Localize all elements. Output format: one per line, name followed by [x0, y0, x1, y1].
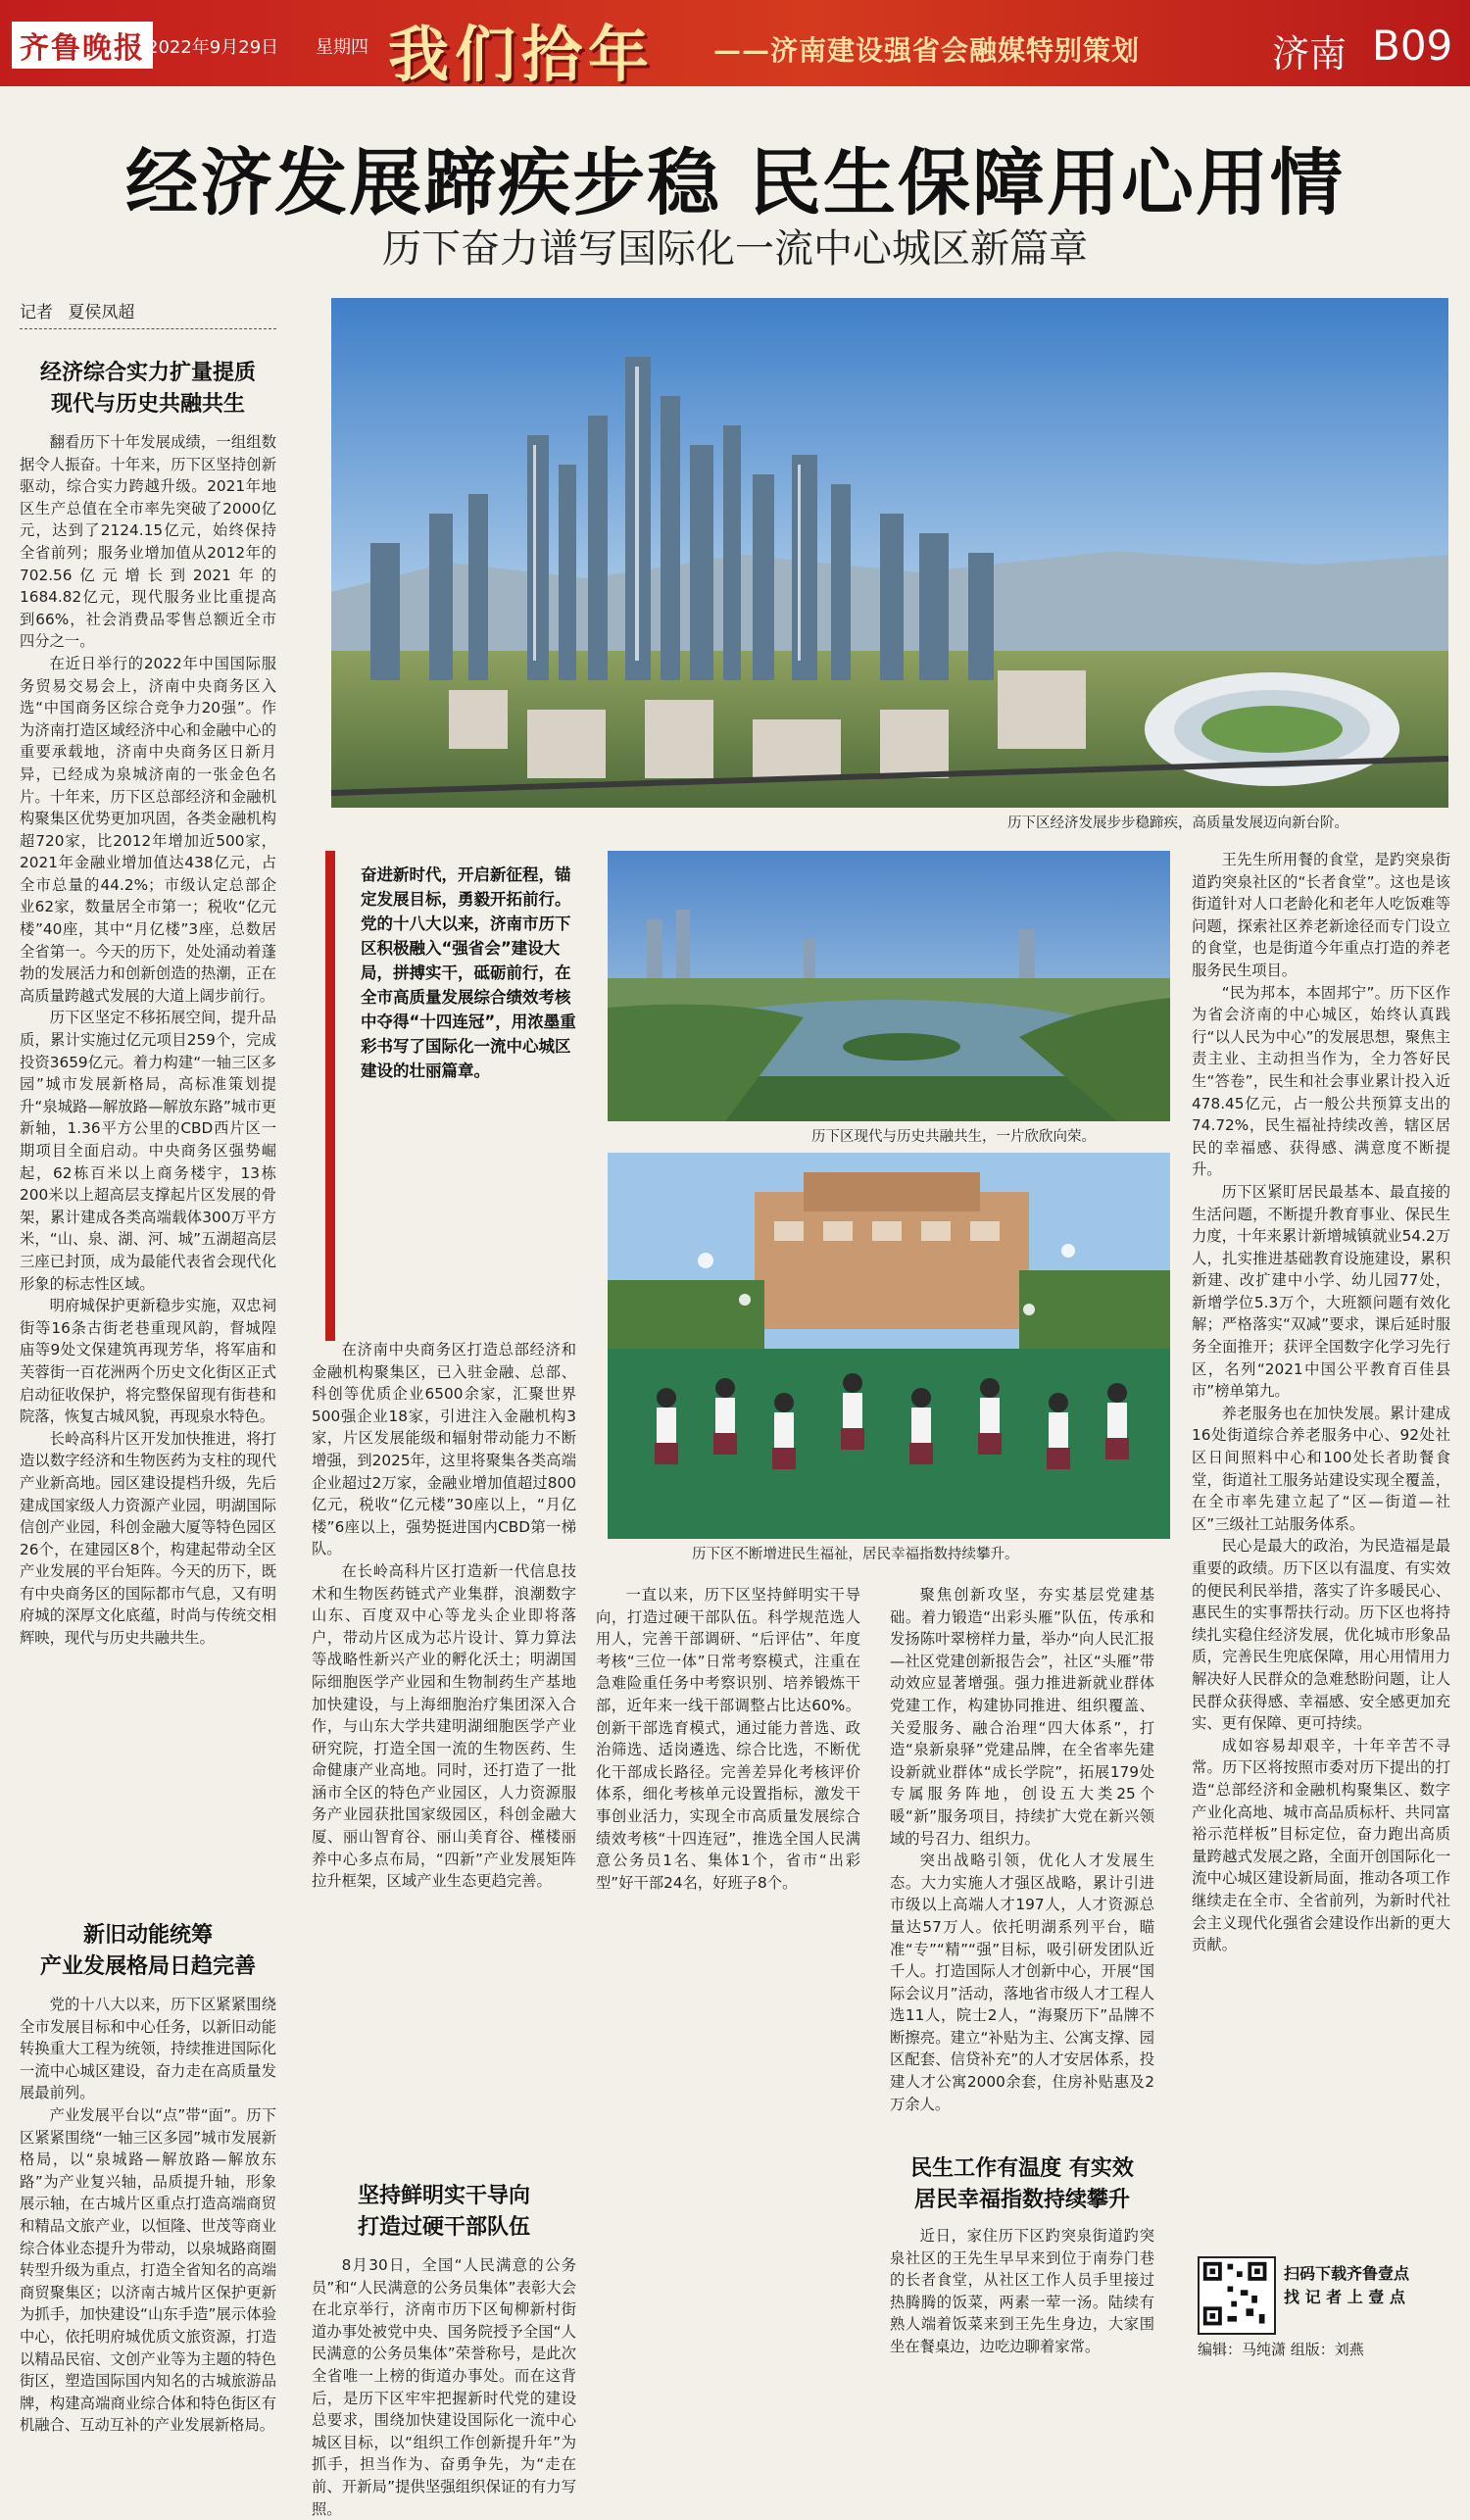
section4-paragraph: 民心是最大的政治，为民造福是最重要的政绩。历下区以有温度、有实效的便民利民举措，落实了许多暖民心、惠民生的实事帮扶行动。历下区也将持续扎实稳住经济发展，优化城市形象品质，完善民生兜底保障，用心用情用力解决好人民群众的急难愁盼问题，让人民群众获得感、幸福感、安全感更加充实、更有保障、更可持续。 — [1192, 1537, 1450, 1733]
section4-heading-line2: 居民幸福指数持续攀升 — [913, 2187, 1130, 2212]
banner-subtitle: ——济南建设强省会融媒特别策划 — [713, 34, 1141, 67]
skyline-caption: 历下区经济发展步步稳蹄疾，高质量发展迈向新台阶。 — [1007, 815, 1348, 831]
byline-label: 记者 — [20, 303, 53, 322]
section3-paragraph: 一直以来，历下区坚持鲜明实干导向，打造过硬干部队伍。科学规范选人用人，完善干部调研、“后评估”、年度考核“三位一体”日常考察模式，注重在急难险重任务中考察识别、培养锻炼干部，近年来一线干部调整占比达60%。创新干部选育模式，通过能力普选、政治筛选、适岗遴选、综合比选，不断优化干部成长路径。完善差异化考核评价体系，细化考核单元设置指标，激发干事创业活力，实现全市高质量发展综合绩效考核“十四连冠”，推选全国人民满意公务员1名、集体1个，省市“出彩型”好干部24名，好班子8个。 — [596, 1586, 860, 1892]
section4-paragraph: 近日，家住历下区趵突泉街道趵突泉社区的王先生早早来到位于南券门巷的长者食堂，从社区工作人员手里接过热腾腾的饭菜，两素一荤一汤。陆续有熟人端着饭菜来到王先生身边，大家围坐在餐桌边，边吃边聊着家常。 — [890, 2227, 1154, 2355]
section4-paragraph: 养老服务也在加快发展。累计建成16处街道综合养老服务中心、92处社区日间照料中心和100处长者助餐食堂，街道社工服务站建设实现全覆盖，在全市率先建立起了“区—街道—社区”三级社工站服务体系。 — [1192, 1404, 1450, 1533]
section3-paragraph: 突出战略引领，优化人才发展生态。大力实施人才强区战略，累计引进市级以上高端人才197人，人才资源总量达57万人。依托明湖系列平台，瞄准“专”“精”“强”目标，吸引研发团队近千人。打造国际人才创新中心，开展“国际会议月”活动，落地省市级人才工程人选11人，院士2人，“海聚历下”品牌不断擦亮。建立“补贴为主、公寓支撑、园区配套、信贷补充”的人才安居体系，投建人才公寓2000余套，住房补贴惠及2万余人。 — [890, 1852, 1154, 2113]
section2-heading-line1: 新旧动能统筹 — [82, 1922, 213, 1948]
section1-paragraph: 明府城保护更新稳步实施，双忠祠街等16条古街老巷重现风韵，督城隍庙等9处文保建筑再现芳华，将军庙和芙蓉街一百花洲两个历史文化街区正式启动征收保护，将完整保留现有街巷和院落，恢复古城风貌，再现泉水特色。 — [20, 1297, 276, 1426]
section1-heading — [20, 357, 276, 420]
qr-instructions — [1284, 2262, 1409, 2309]
page-number: B09 — [1372, 22, 1453, 70]
section-city: 济南 — [1272, 32, 1348, 75]
byline-names: 夏侯凤超 — [68, 303, 135, 322]
section3-heading-line2: 打造过硬干部队伍 — [357, 2214, 530, 2240]
section4-column-a — [890, 2225, 1154, 2358]
section3-paragraph: 聚焦创新攻坚，夯实基层党建基础。着力锻造“出彩头雁”队伍，传承和发扬陈叶翠榜样力量，举办“向人民汇报—社区党建创新报告会”，社区“头雁”带动效应显著增强。强力推进新就业群体党建工作，构建协同推进、组织覆盖、关爱服务、融合治理“四大体系”，打造“泉新泉驿”党建品牌，在全省率先建设新就业群体“成长学院”，拓展179处专属服务阵地，创设五大类25个暖“新”服务项目，持续扩大党在新兴领域的号召力、组织力。 — [890, 1586, 1154, 1848]
banner-title: 我们拾年 — [388, 19, 656, 90]
section3-column-a — [312, 2254, 576, 2518]
lake-caption: 历下区现代与历史共融共生，一片欣欣向荣。 — [811, 1129, 1096, 1145]
section3-paragraph: 8月30日，全国“人民满意的公务员”和“人民满意的公务员集体”表彰大会在北京举行，济南市历下区甸柳新村街道办事处被党中央、国务院授予全国“人民满意的公务员集体”荣誉称号，是此次全省唯一上榜的街道办事处。而在这背后，是历下区牢牢把握新时代党的建设总要求，围绕加快建设国际化一流中心城区目标，以“组织工作创新提升年”为抓手，担当作为、奋勇争先，为“走在前、开新局”提供坚强组织保证的有力写照。 — [312, 2256, 576, 2518]
section2-heading-line2: 产业发展格局日趋完善 — [39, 1953, 256, 1979]
issue-weekday: 星期四 — [316, 37, 368, 58]
section2-paragraph: 在济南中央商务区打造总部经济和金融机构聚集区，已入驻金融、总部、科创等优质企业6500余家，汇聚世界500强企业18家，引进注入金融机构3家，片区发展能级和辐射带动能力不断增强，到2025年，这里将聚集各类高端企业超过2万家，金融业增加值超过800亿元，税收“亿元楼”30座以上，“月亿楼”6座以上，强势挺进国内CBD第一梯队。 — [312, 1341, 576, 1558]
qr-line1: 扫码下载齐鲁壹点 — [1284, 2264, 1410, 2283]
issue-date: 2022年9月29日 — [147, 37, 279, 58]
section4-paragraph: 成如容易却艰辛，十年辛苦不寻常。历下区将按照市委对历下提出的打造“总部经济和金融机构聚集区、数字产业化高地、城市高品质标杆、共同富裕示范样板”目标定位，奋力跑出高质量跨越式发展之路，全面开创国际化一流中心城区建设新局面，推动各项工作继续走在全市、全省前列，为新时代社会主义现代化强省会建设作出新的更大贡献。 — [1192, 1736, 1450, 1954]
kids-photo — [608, 1153, 1170, 1539]
section2-paragraph: 在长岭高科片区打造新一代信息技术和生物医药链式产业集群，浪潮数字山东、百度双中心等龙头企业即将落户，带动片区成为芯片设计、算力算法等战略性新兴产业的孵化沃土；明湖国际细胞医学产业园和生物制药生产基地加快建设，与上海细胞治疗集团深入合作，与山东大学共建明湖细胞医学产业研究院，打造全国一流的生物医药、生命健康产业高地。同时，还打造了一批涵市全区的特色产业园区，人力资源服务产业园获批国家级园区，科创金融大厦、丽山智育谷、丽山美育谷、槿楼丽养中心多点布局，“四新”产业发展矩阵拉升框架，区域产业生态更趋完善。 — [312, 1561, 576, 1891]
section2-heading — [20, 1919, 276, 1982]
section4-heading — [890, 2152, 1154, 2215]
section1-paragraph: 翻看历下十年发展成绩，一组组数据令人振奋。十年来，历下区坚持创新驱动，综合实力跨越升级。2021年地区生产总值在全市率先突破了2000亿元，达到了2124.15亿元，始终保持全省前列；服务业增加值从2012年的702.56亿元增长到2021年的1684.82亿元，现代服务业比重提高到66%，社会消费品零售总额近全市四分之一。 — [20, 433, 276, 651]
section2-column-a — [20, 1994, 276, 2435]
masthead — [0, 0, 1470, 90]
main-headline: 经济发展蹄疾步稳 民生保障用心用情 — [125, 141, 1345, 225]
section1-paragraph: 长岭高科片区开发加快推进，将打造以数字经济和生物医药为支柱的现代产业新高地。园区建设提档升级，先后建成国家级人力资源产业园，明湖国际信创产业园，科创金融大厦等特色园区26个，在建园区8个，构建起带动全区产业发展的平台矩阵。今天的历下，既有中央商务区的国际都市气息，又有明府城的深厚文化底蕴，时尚与传统交相辉映，现代与历史共融共生。 — [20, 1429, 276, 1648]
byline — [20, 298, 276, 329]
lead-paragraph: 奋进新时代，开启新征程，锚定发展目标，勇毅开拓前行。党的十八大以来，济南市历下区积极融入“强省会”建设大局，拼搏实干，砥砺前行，在全市高质量发展综合绩效考核中夺得“十四连冠”，用浓墨重彩书写了国际化一流中心城区建设的壮丽篇章。 — [325, 851, 590, 1341]
editor-credits: 编辑：马纯潇 组版：刘燕 — [1198, 2341, 1364, 2358]
section3-heading — [312, 2180, 576, 2243]
section3-column-b — [596, 1584, 860, 2358]
section1-paragraph: 历下区坚定不移拓展空间，提升品质，累计实施过亿元项目259个，完成投资3659亿元。着力构建“一轴三区多园”城市发展新格局，高标准策划提升“泉城路—解放路—解放东路”城市更新轴，1.36平方公里的CBD西片区一期项目全面启动。中央商务区强势崛起，62栋百米以上商务楼宇，13栋200米以上超高层支撑起片区发展的骨架，累计建成各类高端载体300万平方米，“山、泉、湖、河、城”五湖超高层三座已封顶，成为最能代表省会现代化形象的标志性区域。 — [20, 1009, 276, 1293]
section1-heading-line1: 经济综合实力扩量提质 — [39, 360, 256, 385]
skyline-photo — [331, 298, 1448, 808]
section4-paragraph: “民为邦本，本固邦宁”。历下区作为省会济南的中心城区，始终认真践行“以人民为中心”的发展思想，聚焦主责主业、主动担当作为，全力答好民生“答卷”，民生和社会事业累计投入近478.45亿元，占一般公共预算支出的74.72%，民生福祉持续改善，辖区居民的幸福感、获得感、满意度不断提升。 — [1192, 983, 1450, 1179]
section4-paragraph: 王先生所用餐的食堂，是趵突泉街道趵突泉社区的“长者食堂”。这也是该街道针对人口老龄化和老年人吃饭难等问题，探索社区养老新途径而专门设立的食堂，也是街道今年重点打造的养老服务民生项目。 — [1192, 851, 1450, 979]
lake-photo — [608, 851, 1170, 1121]
section3-column-c — [890, 1584, 1154, 2133]
section2-paragraph: 党的十八大以来，历下区紧紧围绕全市发展目标和中心任务，以新旧动能转换重大工程为统领，持续推进国际化一流中心城区建设，奋力走在高质量发展最前列。 — [20, 1996, 276, 2102]
section1-column — [20, 431, 276, 1921]
section1-paragraph: 在近日举行的2022年中国国际服务贸易交易会上，济南中央商务区入选“中国商务区综合竞争力20强”。作为济南打造区域经济中心和金融中心的重要承载地，济南中央商务区日新月异，已经成为泉城济南的一张金色名片。十年来，历下区总部经济和金融机构聚集区优势更加巩固，各类金融机构超720家，比2012年增加近500家，2021年金融业增加值达438亿元，占全市总量的44.2%；市级认定总部企业62家，数量居全市第一；税收“亿元楼”40座，其中“月亿楼”3座，总数居全省第一。今天的历下，处处涌动着蓬勃的发展活力和创新创造的热潮，正在高质量跨越式发展的大道上阔步前行。 — [20, 654, 276, 1005]
section1-heading-line2: 现代与历史共融共生 — [50, 391, 245, 417]
sub-headline: 历下奋力谱写国际化一流中心城区新篇章 — [382, 226, 1088, 272]
newspaper-logo: 齐鲁晚报 — [12, 22, 153, 69]
qr-code-icon[interactable] — [1198, 2256, 1276, 2335]
section4-heading-line1: 民生工作有温度 有实效 — [910, 2155, 1134, 2181]
section3-heading-line1: 坚持鲜明实干导向 — [357, 2183, 530, 2208]
qr-line2: 找 记 者 上 壹 点 — [1284, 2288, 1405, 2306]
section2-paragraph: 产业发展平台以“点”带“面”。历下区紧紧围绕“一轴三区多园”城市发展新格局，以“泉城路—解放路—解放东路”为产业复兴轴，品质提升轴，形象展示轴，在古城片区重点打造高端商贸和精品文旅产业，以恒隆、世茂等商业综合体业态提升为带动，以泉城路商圈转型升级为重点，打造全省知名的高端商贸聚集区；以济南古城片区保护更新为抓手，加快建设“山东手造”展示体验中心，依托明府城优质文旅资源，打造以精品民宿、文创产业等为主题的特色街区，塑造国际国内知名的古城旅游品牌，构建高端商业综合体和特色街区有机融合、互动互补的产业发展新格局。 — [20, 2105, 276, 2435]
section4-paragraph: 历下区紧盯居民最基本、最直接的生活问题，不断提升教育事业、保民生力度，十年来累计新增城镇就业54.2万人，扎实推进基础教育设施建设，累积新建、改扩建中小学、幼儿园77处，新增学位5.3万个，大班额问题有效化解；严格落实“双减”要求，课后延时服务全面推开；获评全国数字化学习先行区，名列“2021中国公平教育百佳县市”榜单第九。 — [1192, 1182, 1450, 1401]
section4-column-b — [1192, 849, 1450, 2241]
kids-caption: 历下区不断增进民生福祉，居民幸福指数持续攀升。 — [692, 1547, 1019, 1562]
